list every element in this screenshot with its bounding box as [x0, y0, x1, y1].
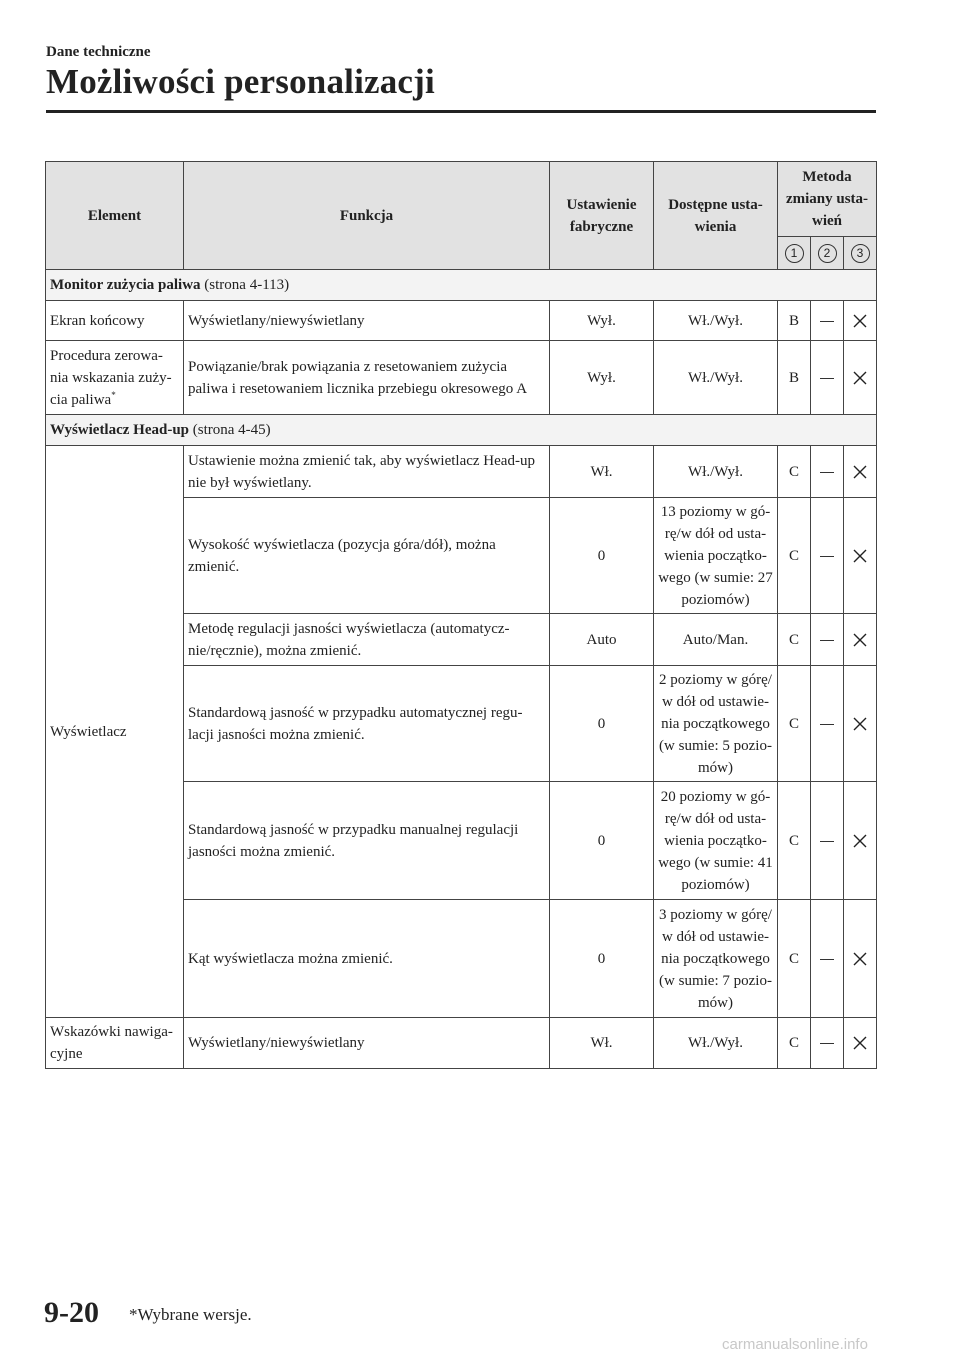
row-method-2 — [811, 341, 844, 415]
row-method-1: B — [778, 301, 811, 341]
footnote-mark: * — [111, 389, 116, 400]
section-title: Wyświetlacz Head-up — [50, 422, 190, 438]
cross-icon — [853, 465, 867, 479]
cross-icon — [853, 633, 867, 647]
row-method-3 — [844, 900, 877, 1018]
cross-icon — [853, 1036, 867, 1050]
row-method-1: C — [778, 782, 811, 900]
header-method-1: 1 — [778, 237, 811, 270]
row-options: Wł./Wył. — [654, 446, 778, 498]
row-options: 20 poziomy w gó- rę/w dół od usta- wienia początko- wego (w sumie: 41 poziomów) — [654, 782, 778, 900]
row-factory: Auto — [550, 614, 654, 666]
row-method-2 — [811, 666, 844, 782]
row-options: 13 poziomy w gó- rę/w dół od usta- wienia początko- wego (w sumie: 27 poziomów) — [654, 498, 778, 614]
customization-table — [45, 161, 877, 1069]
row-method-1: C — [778, 1018, 811, 1069]
section-row — [46, 270, 877, 301]
header-function: Funkcja — [184, 162, 550, 270]
table-row — [46, 1018, 877, 1069]
dash-icon — [820, 556, 834, 557]
row-method-1: C — [778, 498, 811, 614]
row-options: Wł./Wył. — [654, 1018, 778, 1069]
row-function: Wysokość wyświetlacza (pozycja góra/dół), można zmienić. — [184, 498, 550, 614]
row-method-2 — [811, 782, 844, 900]
dash-icon — [820, 640, 834, 641]
row-factory: 0 — [550, 900, 654, 1018]
row-method-1: C — [778, 666, 811, 782]
row-factory: Wył. — [550, 341, 654, 415]
row-method-3 — [844, 341, 877, 415]
section-title: Monitor zużycia paliwa — [50, 277, 201, 293]
row-factory: 0 — [550, 498, 654, 614]
row-method-1: C — [778, 614, 811, 666]
row-method-2 — [811, 498, 844, 614]
row-element: Wyświetlacz — [46, 446, 184, 1018]
row-method-3 — [844, 446, 877, 498]
page-number: 9-20 — [44, 1296, 99, 1329]
cross-icon — [853, 549, 867, 563]
table-row — [46, 301, 877, 341]
dash-icon — [820, 378, 834, 379]
row-factory: Wł. — [550, 446, 654, 498]
row-method-2 — [811, 446, 844, 498]
cross-icon — [853, 314, 867, 328]
dash-icon — [820, 724, 834, 725]
row-method-3 — [844, 301, 877, 341]
page-ref: (strona 4-113) — [204, 277, 290, 293]
row-factory: Wł. — [550, 1018, 654, 1069]
row-function: Wyświetlany/niewyświetlany — [184, 301, 550, 341]
table-row — [46, 446, 877, 498]
row-method-1: C — [778, 446, 811, 498]
row-method-2 — [811, 614, 844, 666]
row-options: Wł./Wył. — [654, 301, 778, 341]
header-options: Dostępne usta- wienia — [654, 162, 778, 270]
row-function: Kąt wyświetlacza można zmienić. — [184, 900, 550, 1018]
section-label: Dane techniczne — [46, 44, 151, 60]
row-options: Wł./Wył. — [654, 341, 778, 415]
footnote: *Wybrane wersje. — [129, 1305, 252, 1324]
row-function: Wyświetlany/niewyświetlany — [184, 1018, 550, 1069]
row-method-2 — [811, 301, 844, 341]
row-element: Ekran końcowy — [46, 301, 184, 341]
header-method-3: 3 — [844, 237, 877, 270]
row-function: Ustawienie można zmienić tak, aby wyświetlacz Head-up nie był wyświetlany. — [184, 446, 550, 498]
dash-icon — [820, 959, 834, 960]
row-factory: 0 — [550, 666, 654, 782]
row-element: Procedura zerowa- nia wskazania zuży- cia paliwa* — [46, 341, 184, 415]
row-function: Standardową jasność w przypadku automatycznej regu- lacji jasności można zmienić. — [184, 666, 550, 782]
row-method-1: C — [778, 900, 811, 1018]
cross-icon — [853, 371, 867, 385]
page-title: Możliwości personalizacji — [46, 62, 435, 101]
row-method-2 — [811, 900, 844, 1018]
row-factory: 0 — [550, 782, 654, 900]
cross-icon — [853, 834, 867, 848]
row-options: 2 poziomy w górę/ w dół od ustawie- nia początkowego (w sumie: 5 pozio- mów) — [654, 666, 778, 782]
row-options: Auto/Man. — [654, 614, 778, 666]
watermark: carmanualsonline.info — [722, 1336, 868, 1353]
row-method-2 — [811, 1018, 844, 1069]
row-method-3 — [844, 498, 877, 614]
dash-icon — [820, 472, 834, 473]
row-function: Metodę regulacji jasności wyświetlacza (automatycz- nie/ręcznie), można zmienić. — [184, 614, 550, 666]
dash-icon — [820, 1043, 834, 1044]
header-element: Element — [46, 162, 184, 270]
section-row — [46, 415, 877, 446]
row-method-3 — [844, 782, 877, 900]
dash-icon — [820, 321, 834, 322]
cross-icon — [853, 717, 867, 731]
table-row — [46, 341, 877, 415]
row-function: Powiązanie/brak powiązania z resetowaniem zużycia paliwa i resetowaniem licznika przebiegu okresowego A — [184, 341, 550, 415]
cross-icon — [853, 952, 867, 966]
header-method: Metoda zmiany usta- wień — [778, 162, 877, 237]
title-rule — [46, 110, 876, 113]
header-factory: Ustawienie fabryczne — [550, 162, 654, 270]
header-method-2: 2 — [811, 237, 844, 270]
row-method-1: B — [778, 341, 811, 415]
row-method-3 — [844, 666, 877, 782]
row-method-3 — [844, 614, 877, 666]
row-element: Wskazówki nawiga- cyjne — [46, 1018, 184, 1069]
dash-icon — [820, 841, 834, 842]
row-factory: Wył. — [550, 301, 654, 341]
row-method-3 — [844, 1018, 877, 1069]
row-options: 3 poziomy w górę/ w dół od ustawie- nia początkowego (w sumie: 7 pozio- mów) — [654, 900, 778, 1018]
row-function: Standardową jasność w przypadku manualnej regulacji jasności można zmienić. — [184, 782, 550, 900]
page-ref: (strona 4-45) — [192, 422, 271, 438]
